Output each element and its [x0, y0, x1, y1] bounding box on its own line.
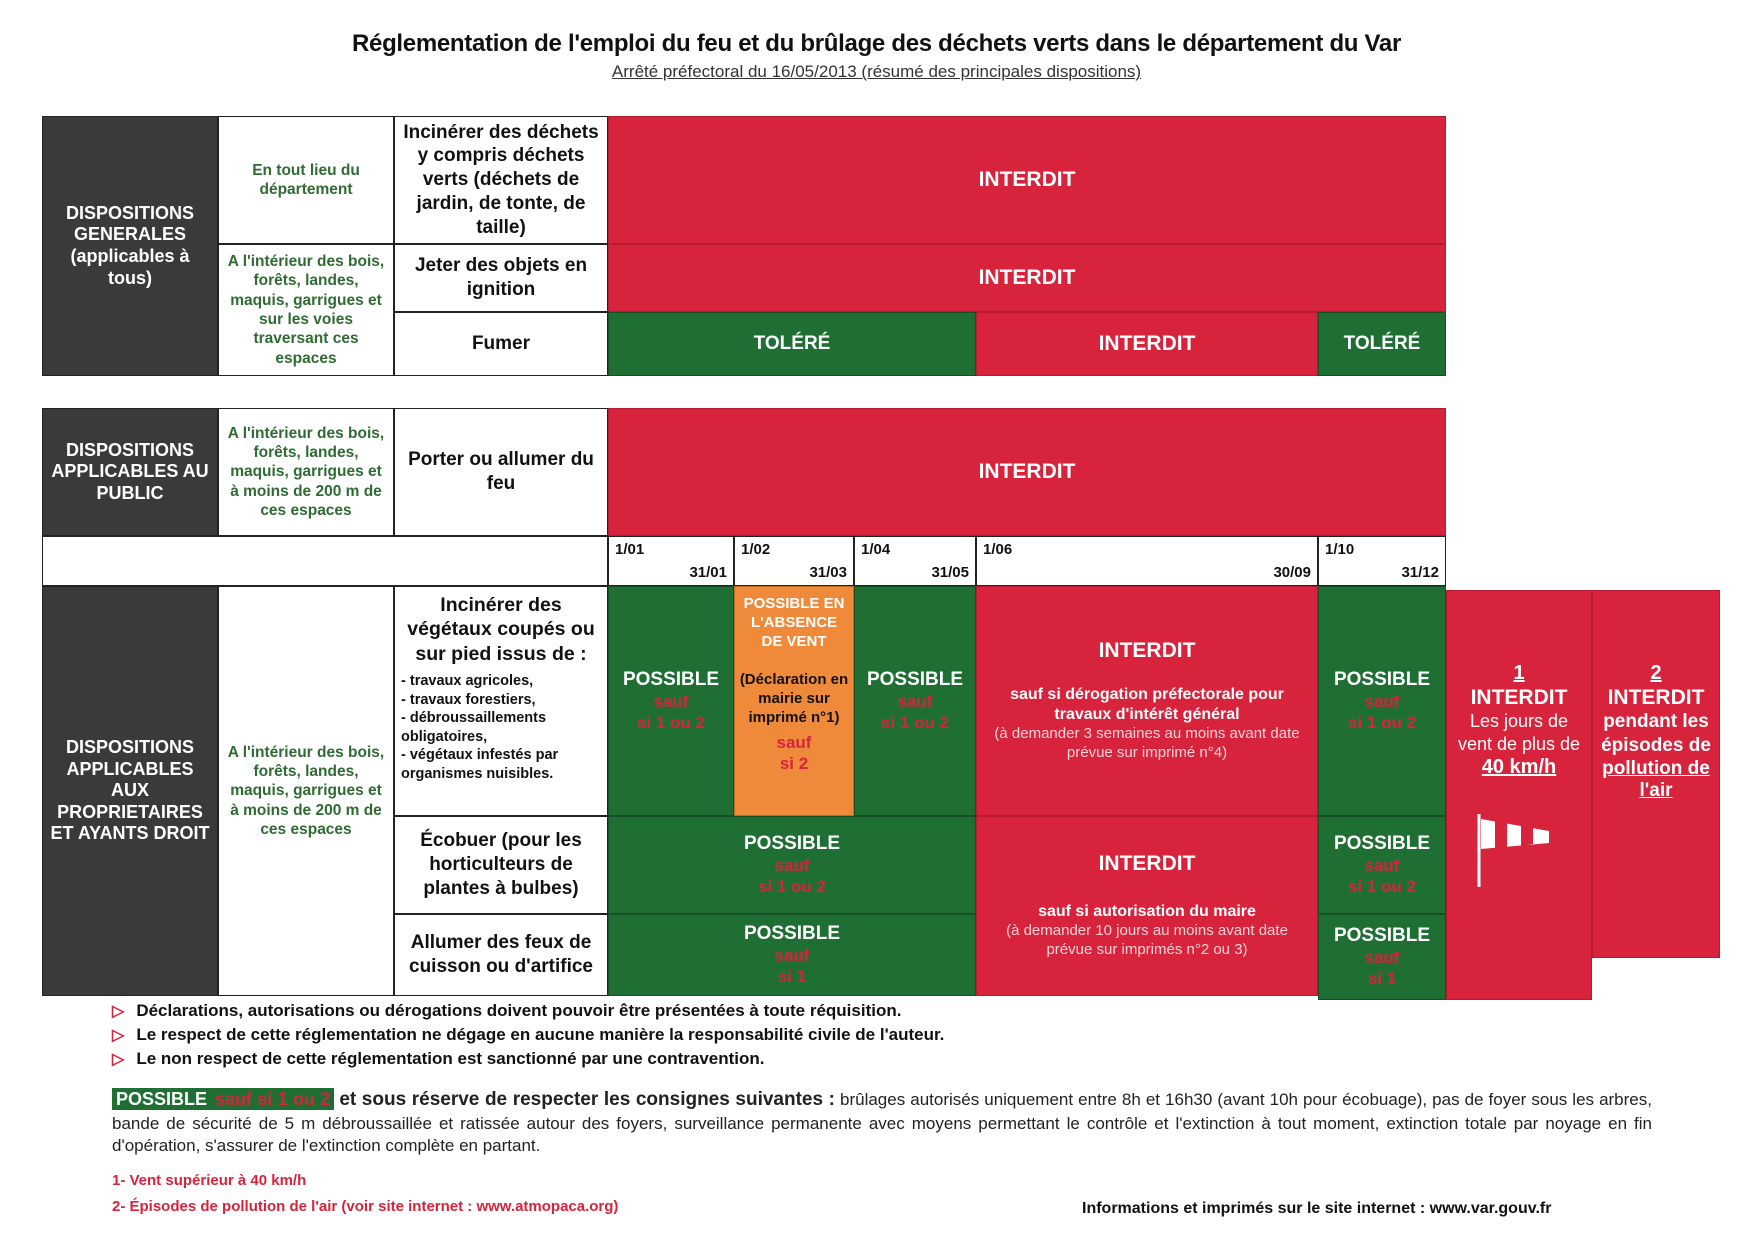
panel-pollution-title: INTERDIT	[1607, 686, 1705, 709]
cuisson-autumn-possible	[1318, 914, 1446, 1000]
panel-wind-speed: 40 km/h	[1481, 756, 1557, 779]
triangle-icon: ▷	[112, 1003, 125, 1020]
triangle-icon: ▷	[112, 1027, 125, 1044]
period-header-spacer	[42, 536, 608, 586]
status-incinerate-interdit: INTERDIT	[608, 116, 1446, 244]
period-5	[1318, 536, 1446, 586]
scope-all-department: En tout lieu du département	[218, 116, 394, 244]
panel-pollution	[1592, 590, 1720, 958]
footnote-1: 1- Vent supérieur à 40 km/h	[112, 1172, 307, 1189]
list-item: - débroussaillements obligatoires,	[401, 709, 601, 746]
possible-label: POSSIBLE	[1333, 924, 1431, 946]
consignes-paragraph	[112, 1088, 1652, 1157]
orange-sauf: sauf	[776, 732, 812, 752]
action-incinerate-vegetation	[394, 586, 608, 816]
incinerate-jan-possible	[608, 586, 734, 816]
note-3	[112, 1049, 765, 1069]
interdit-label: INTERDIT	[1098, 852, 1196, 876]
possible-label: POSSIBLE	[743, 922, 841, 944]
condition-label: si 1 ou 2	[1347, 713, 1417, 732]
sauf-label: sauf	[1364, 947, 1400, 967]
status-throw-interdit: INTERDIT	[608, 244, 1446, 312]
badge-sauf: sauf si 1 ou 2	[211, 1088, 334, 1110]
incinerate-apr-may-possible	[854, 586, 976, 816]
period-1-start: 1/01	[615, 541, 645, 558]
page-subtitle: Arrêté préfectoral du 16/05/2013 (résumé des principales dispositions)	[611, 62, 1142, 81]
incinerate-heading: Incinérer des végétaux coupés ou sur pied issus de :	[407, 594, 595, 665]
note-1-text: Déclarations, autorisations ou dérogations doivent pouvoir être présentées à toute réquisition.	[136, 1001, 902, 1020]
list-item: - travaux agricoles,	[401, 672, 601, 691]
list-item: - travaux forestiers,	[401, 691, 601, 710]
incinerate-autumn-possible	[1318, 586, 1446, 816]
info-website: Informations et imprimés sur le site internet : www.var.gouv.fr	[1082, 1200, 1552, 1217]
period-4-start: 1/06	[983, 541, 1013, 558]
panel-wind-title: INTERDIT	[1470, 686, 1568, 709]
period-3	[854, 536, 976, 586]
panel-pollution-link: pollution de l'air	[1602, 757, 1710, 802]
sauf-label: sauf	[774, 855, 810, 875]
condition-label: si 1	[1367, 969, 1397, 988]
condition-label: si 1	[777, 967, 807, 986]
panel-pollution-text: pendant les épisodes de	[1601, 711, 1711, 756]
list-item: - végétaux infestés par organismes nuisibles.	[401, 746, 601, 783]
consignes-lead: et sous réserve de respecter les consignes suivantes :	[339, 1089, 835, 1110]
windsock-icon	[1469, 809, 1569, 889]
orange-note: (Déclaration en mairie sur imprimé n°1)	[739, 671, 849, 726]
period-2-end: 31/03	[809, 564, 847, 581]
possible-label: POSSIBLE	[866, 668, 964, 690]
status-smoke-tolere-1: TOLÉRÉ	[608, 312, 976, 376]
incinerate-feb-mar-orange	[734, 586, 854, 816]
action-incinerate-waste: Incinérer des déchets y compris déchets verts (déchets de jardin, de tonte, de taille)	[394, 116, 608, 244]
consignes-text: brûlages autorisés uniquement entre 8h et 16h30 (avant 10h pour écobuage), pas de foyer sous les arbres, bande de sécurité de 5 m débroussaillée et ratissée autour des foyers, surveillance permanente avec moyens permettant le contrôle et l'extinction à tout moment, extinction totale par noyage en fin d'opération, s'assurer de l'extinction complète en partant.	[112, 1090, 1652, 1155]
orange-title: POSSIBLE EN L'ABSENCE DE VENT	[743, 595, 845, 650]
period-1	[608, 536, 734, 586]
period-2	[734, 536, 854, 586]
action-ecobuer: Écobuer (pour les horticulteurs de plantes à bulbes)	[394, 816, 608, 914]
possible-label: POSSIBLE	[622, 668, 720, 690]
period-4	[976, 536, 1318, 586]
category-public: DISPOSITIONS APPLICABLES AU PUBLIC	[42, 408, 218, 536]
sauf-label: sauf	[653, 691, 689, 711]
possible-label: POSSIBLE	[1333, 832, 1431, 854]
condition-label: si 1 ou 2	[880, 713, 950, 732]
action-cuisson: Allumer des feux de cuisson ou d'artifice	[394, 914, 608, 996]
panel-wind	[1446, 590, 1592, 1000]
triangle-icon: ▷	[112, 1051, 125, 1068]
condition-label: si 1 ou 2	[636, 713, 706, 732]
badge-possible: POSSIBLE	[112, 1088, 211, 1110]
note-3-text: Le non respect de cette réglementation est sanctionné par une contravention.	[136, 1049, 765, 1068]
footnote-2: 2- Épisodes de pollution de l'air (voir site internet : www.atmopaca.org)	[112, 1198, 619, 1215]
period-5-end: 31/12	[1401, 564, 1439, 581]
scope-owners: A l'intérieur des bois, forêts, landes, maquis, garrigues et à moins de 200 m de ces espaces	[218, 586, 394, 996]
possible-label: POSSIBLE	[743, 832, 841, 854]
period-4-end: 30/09	[1273, 564, 1311, 581]
sauf-label: sauf	[774, 945, 810, 965]
ecobuer-possible	[608, 816, 976, 914]
status-smoke-tolere-2: TOLÉRÉ	[1318, 312, 1446, 376]
cuisson-possible	[608, 914, 976, 996]
period-1-end: 31/01	[689, 564, 727, 581]
period-5-start: 1/10	[1325, 541, 1355, 558]
condition-label: si 1 ou 2	[1347, 877, 1417, 896]
action-carry-fire: Porter ou allumer du feu	[394, 408, 608, 536]
maire-delay: (à demander 10 jours au moins avant date prévue sur imprimés n°2 ou 3)	[1006, 922, 1288, 958]
period-3-start: 1/04	[861, 541, 891, 558]
incinerate-items	[401, 672, 601, 783]
possible-label: POSSIBLE	[1333, 668, 1431, 690]
ecobuer-cuisson-summer-interdit	[976, 816, 1318, 996]
condition-label: si 1 ou 2	[757, 877, 827, 896]
sauf-label: sauf	[1364, 691, 1400, 711]
category-owners: DISPOSITIONS APPLICABLES AUX PROPRIETAIRES ET AYANTS DROIT	[42, 586, 218, 996]
page-title: Réglementation de l'emploi du feu et du brûlage des déchets verts dans le département du Var	[351, 30, 1402, 57]
interdit-label: INTERDIT	[1098, 639, 1196, 663]
derogation-delay: (à demander 3 semaines au moins avant date prévue sur imprimé n°4)	[994, 725, 1300, 761]
period-2-start: 1/02	[741, 541, 771, 558]
period-3-end: 31/05	[931, 564, 969, 581]
category-general: DISPOSITIONS GENERALES (applicables à tous)	[42, 116, 218, 376]
scope-woodland: A l'intérieur des bois, forêts, landes, maquis, garrigues et sur les voies traversant ces espaces	[218, 244, 394, 376]
note-2-text: Le respect de cette réglementation ne dégage en aucune manière la responsabilité civile de l'auteur.	[136, 1025, 945, 1044]
sauf-label: sauf	[897, 691, 933, 711]
maire-note: sauf si autorisation du maire	[1038, 903, 1256, 921]
derogation-note: sauf si dérogation préfectorale pour travaux d'intérêt général	[1010, 686, 1284, 724]
panel-pollution-number: 2	[1650, 662, 1662, 684]
action-throw-objects: Jeter des objets en ignition	[394, 244, 608, 312]
sauf-label: sauf	[1364, 855, 1400, 875]
panel-wind-text: Les jours de vent de plus de	[1457, 711, 1581, 754]
action-smoke: Fumer	[394, 312, 608, 376]
status-public-interdit: INTERDIT	[608, 408, 1446, 536]
note-1	[112, 1001, 901, 1021]
orange-condition: si 2	[779, 753, 809, 773]
note-2	[112, 1025, 944, 1045]
incinerate-summer-interdit	[976, 586, 1318, 816]
ecobuer-autumn-possible	[1318, 816, 1446, 914]
scope-public: A l'intérieur des bois, forêts, landes, maquis, garrigues et à moins de 200 m de ces espaces	[218, 408, 394, 536]
status-smoke-interdit: INTERDIT	[976, 312, 1318, 376]
panel-wind-number: 1	[1513, 662, 1525, 684]
